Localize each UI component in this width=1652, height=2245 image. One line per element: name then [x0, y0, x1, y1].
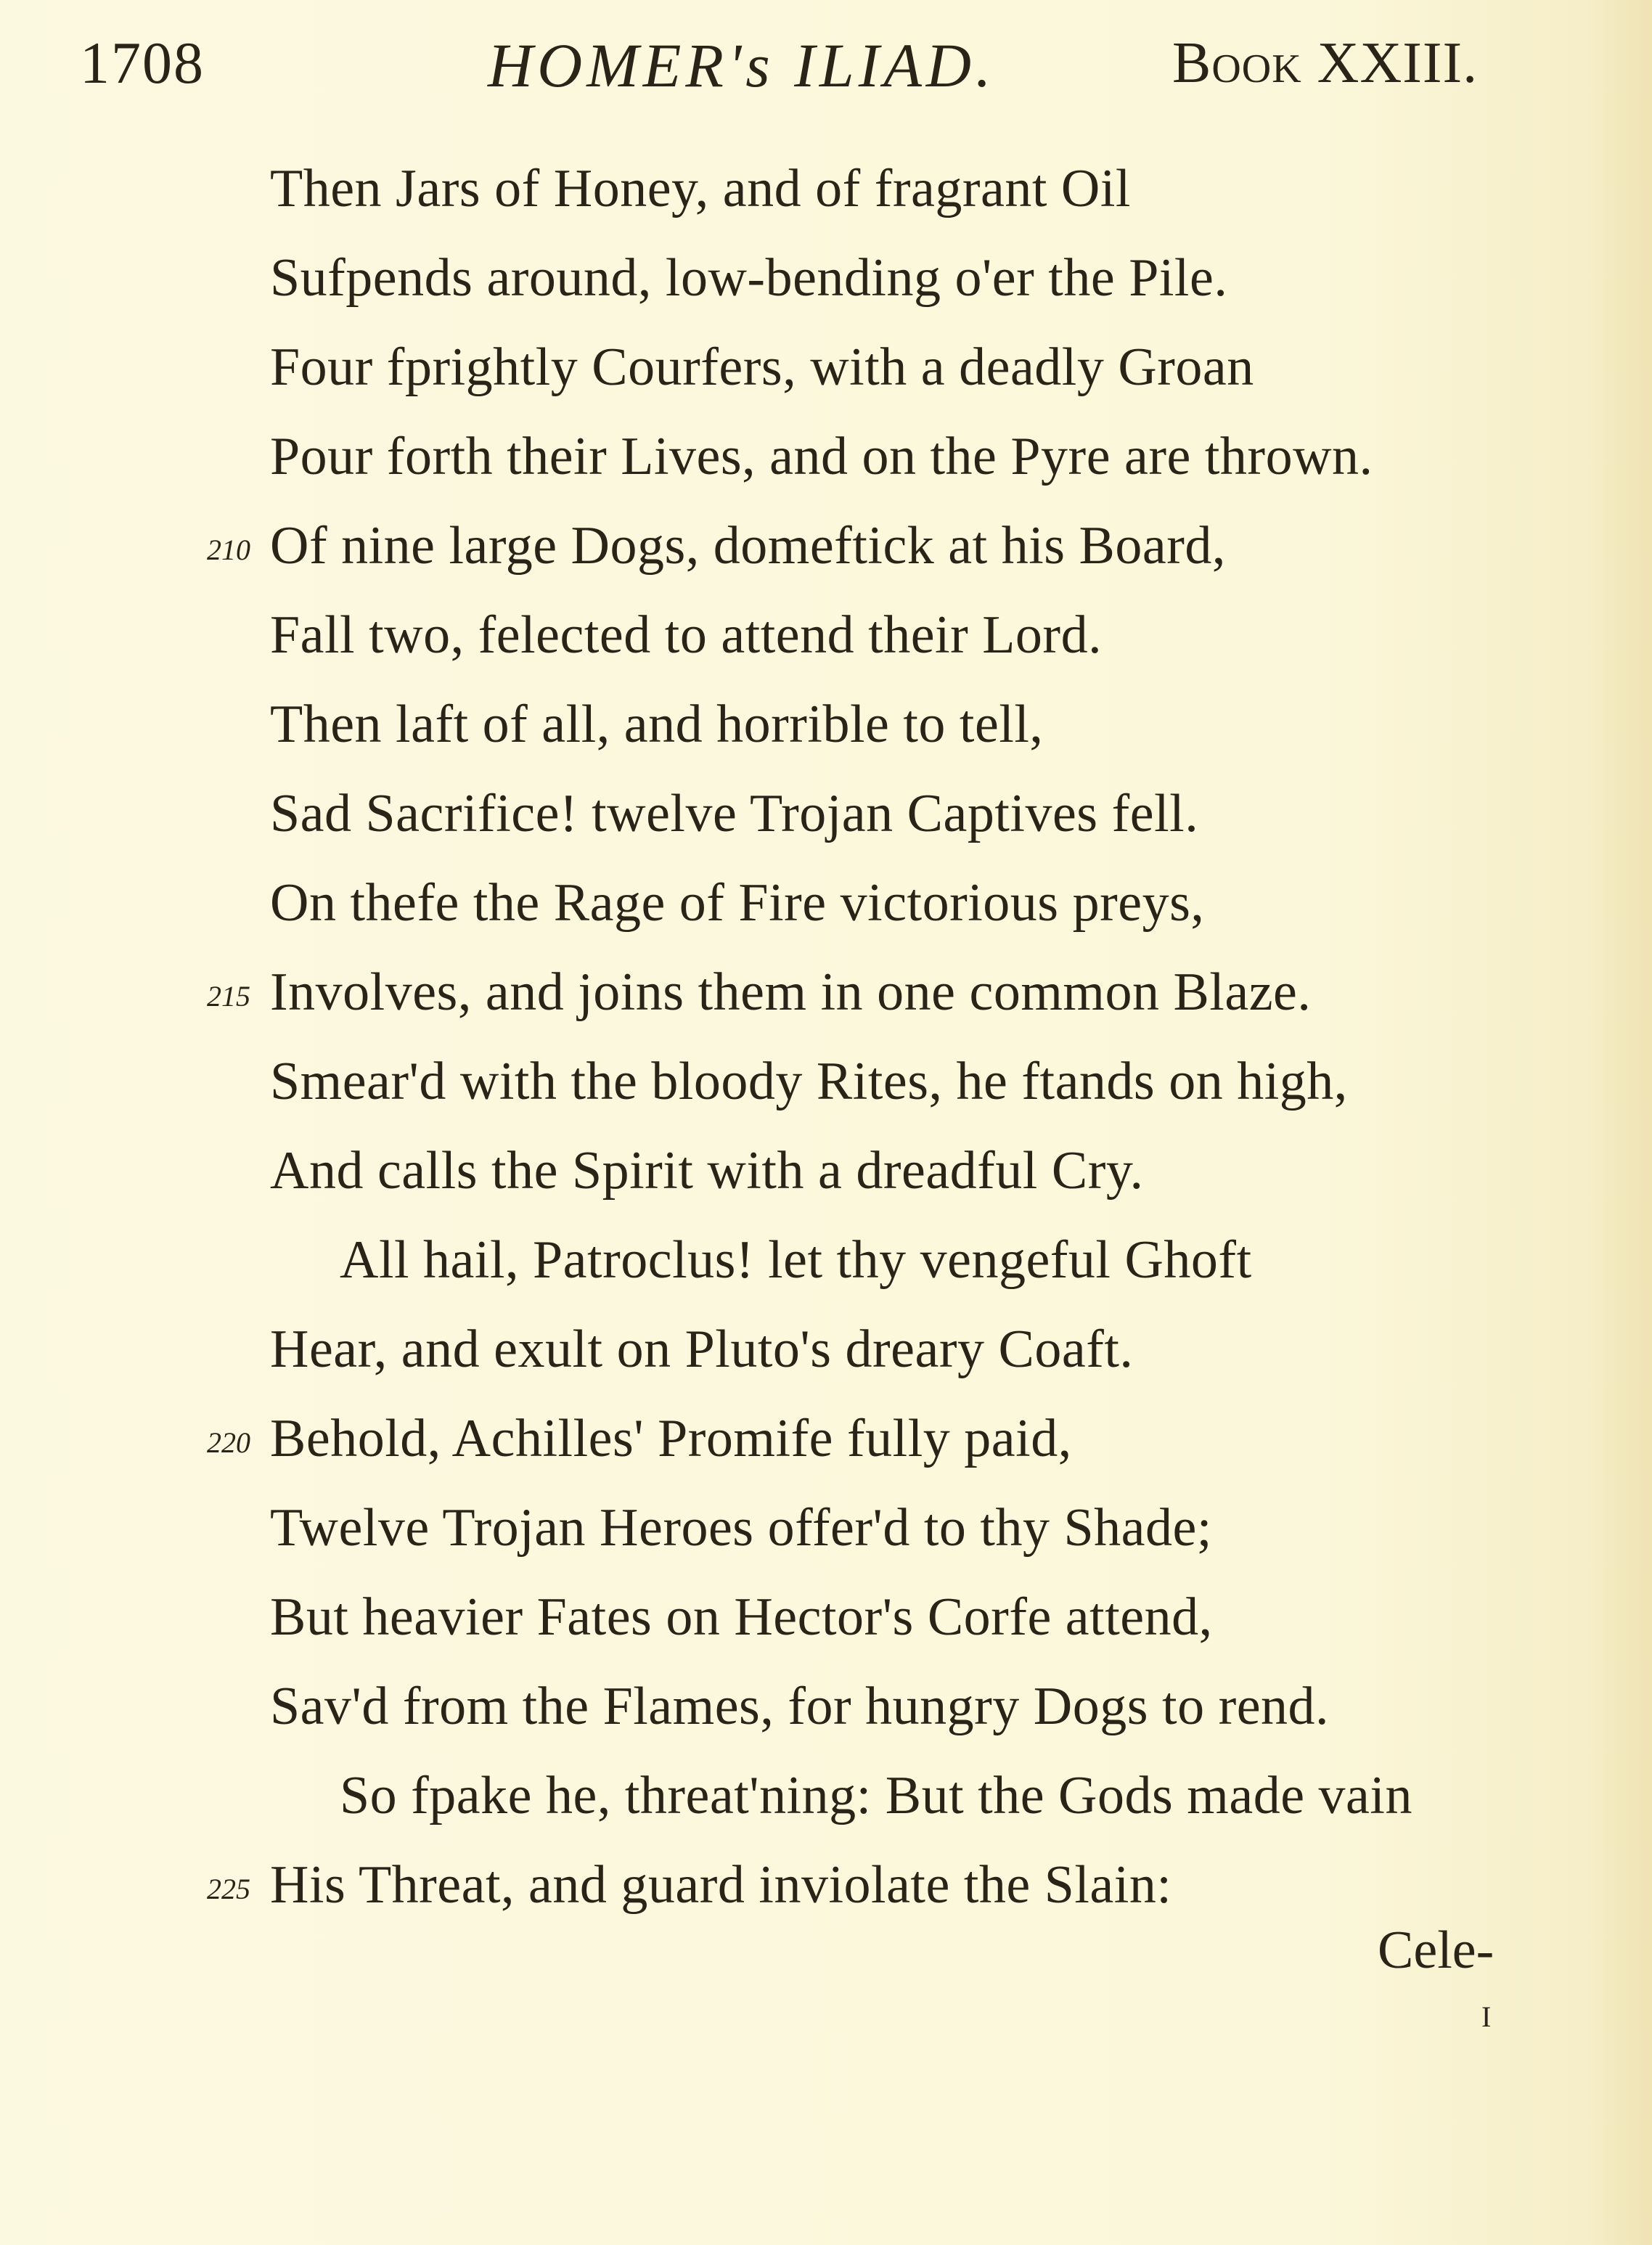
verse-line	[0, 599, 1652, 679]
page-number: 1708	[80, 30, 205, 96]
line-text: Then laft of all, and horrible to tell,	[270, 695, 1044, 754]
line-number: 210	[207, 533, 250, 566]
verse-line	[0, 1849, 1652, 1929]
verse-line	[0, 1492, 1652, 1571]
line-text: His Threat, and guard inviolate the Slain:	[270, 1855, 1172, 1915]
line-text: Smear'd with the bloody Rites, he ftands on high,	[270, 1052, 1348, 1111]
line-text: Twelve Trojan Heroes offer'd to thy Shade;	[270, 1498, 1212, 1558]
verse-line	[0, 1045, 1652, 1125]
line-text: Sad Sacrifice! twelve Trojan Captives fell.	[270, 784, 1199, 843]
line-text: But heavier Fates on Hector's Corfe attend,	[270, 1587, 1213, 1647]
line-text: All hail, Patroclus! let thy vengeful Ghoft	[340, 1230, 1252, 1290]
line-text: Involves, and joins them in one common Blaze.	[270, 962, 1312, 1022]
line-text: Of nine large Dogs, domeftick at his Board,	[270, 516, 1226, 576]
verse-line	[0, 688, 1652, 768]
verse-line	[0, 956, 1652, 1036]
line-number: 215	[207, 980, 250, 1013]
verse-line	[0, 510, 1652, 589]
line-text: Then Jars of Honey, and of fragrant Oil	[270, 159, 1131, 218]
verse-line	[0, 1581, 1652, 1661]
verse-line	[0, 420, 1652, 500]
book-label: Book XXIII.	[1172, 31, 1479, 95]
line-text: Behold, Achilles' Promife fully paid,	[270, 1409, 1072, 1468]
line-text: Pour forth their Lives, and on the Pyre are thrown.	[270, 427, 1373, 486]
verse-line	[0, 331, 1652, 411]
line-text: Sufpends around, low-bending o'er the Pile.	[270, 248, 1228, 308]
verse-line	[0, 867, 1652, 946]
line-text: On thefe the Rage of Fire victorious preys,	[270, 873, 1205, 933]
verse-line	[0, 1224, 1652, 1304]
verse-line	[0, 242, 1652, 322]
line-number: 220	[207, 1426, 250, 1459]
line-text: Four fprightly Courfers, with a deadly Groan	[270, 338, 1254, 397]
verse-line	[0, 1759, 1652, 1839]
verse-line	[0, 777, 1652, 857]
catchword: Cele-	[1378, 1921, 1494, 1980]
signature-mark: I	[1481, 2000, 1492, 2033]
verse-line	[0, 1134, 1652, 1214]
verse-line	[0, 1313, 1652, 1393]
line-text: Hear, and exult on Pluto's dreary Coaft.	[270, 1320, 1134, 1379]
line-text: Fall two, felected to attend their Lord.	[270, 605, 1103, 665]
verse-line	[0, 1402, 1652, 1482]
verse-line	[0, 152, 1652, 232]
line-text: So fpake he, threat'ning: But the Gods made vain	[340, 1766, 1412, 1825]
line-text: Sav'd from the Flames, for hungry Dogs to rend.	[270, 1677, 1330, 1736]
verse-line	[0, 1670, 1652, 1750]
line-text: And calls the Spirit with a dreadful Cry.	[270, 1141, 1144, 1201]
line-number: 225	[207, 1873, 250, 1905]
running-title: HOMER's ILIAD.	[488, 30, 996, 100]
